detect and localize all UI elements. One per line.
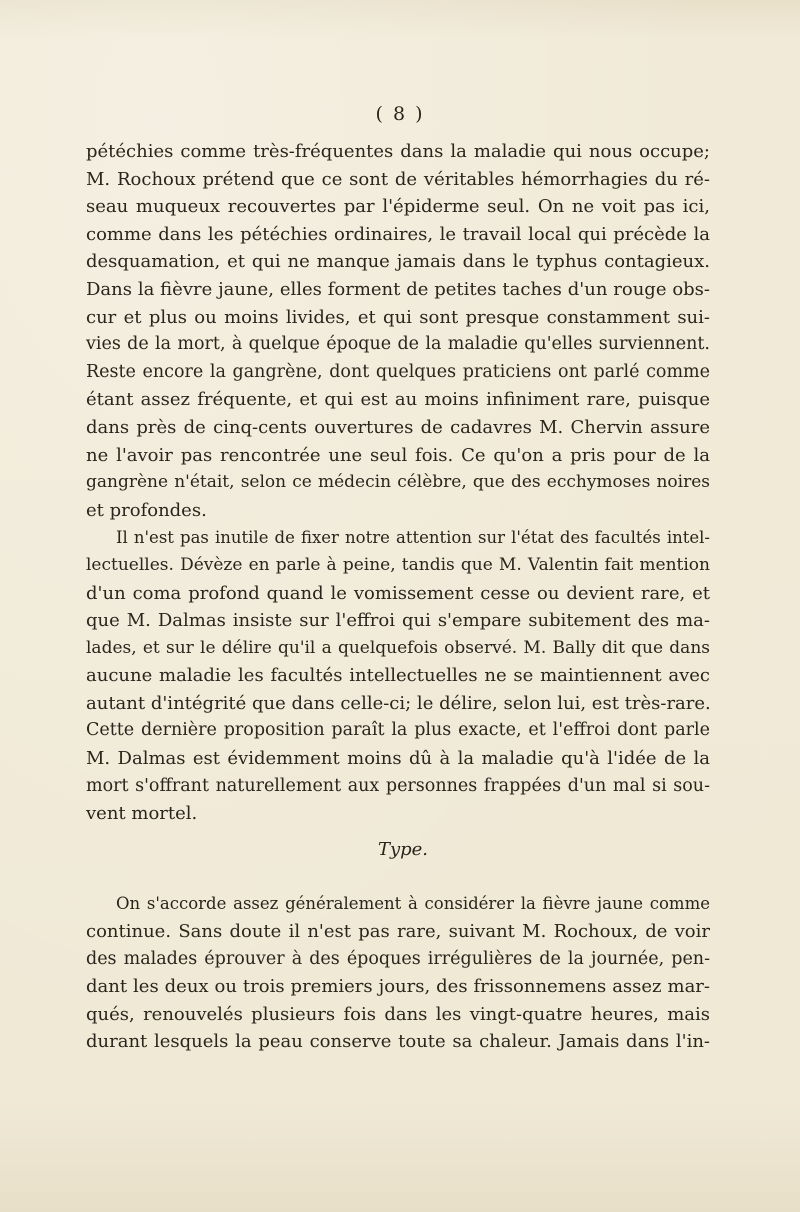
text-line: seau muqueux recouvertes par l'épiderme seul. On ne voit pas ici, (86, 196, 710, 218)
text-line: d'un coma profond quand le vomissement cesse ou devient rare, et (86, 582, 710, 604)
paragraph-type (86, 890, 710, 1056)
text-line: durant lesquels la peau conserve toute sa chaleur. Jamais dans l'in- (86, 1031, 710, 1053)
text-line: mort s'offrant naturellement aux personnes frappées d'un mal si sou- (86, 775, 710, 796)
text-line: continue. Sans doute il n'est pas rare, suivant M. Rochoux, de voir (86, 921, 710, 943)
text-line: étant assez fréquente, et qui est au moins infiniment rare, puisque (86, 389, 710, 411)
text-line: dant les deux ou trois premiers jours, des frissonnemens assez mar- (86, 976, 710, 998)
text-line: desquamation, et qui ne manque jamais dans le typhus contagieux. (86, 251, 710, 273)
text-line: lades, et sur le délire qu'il a quelquefois observé. M. Bally dit que dans (86, 637, 710, 658)
text-line: que M. Dalmas insiste sur l'effroi qui s'empare subitement des ma- (86, 610, 710, 632)
text-line: lectuelles. Dévèze en parle à peine, tandis que M. Valentin fait mention (86, 554, 710, 575)
text-line: M. Rochoux prétend que ce sont de véritables hémorrhagies du ré- (86, 168, 710, 190)
text-line: gangrène n'était, selon ce médecin célèbre, que des ecchymoses noires (86, 472, 710, 493)
text-line: vies de la mort, à quelque époque de la maladie qu'elles surviennent. (86, 334, 710, 355)
body-text (86, 138, 710, 1056)
section-heading: Type. (377, 838, 429, 860)
text-line: des malades éprouver à des époques irrégulières de la journée, pen- (86, 948, 710, 969)
text-line: ne l'avoir pas rencontrée une seul fois. Ce qu'on a pris pour de la (86, 444, 710, 466)
text-line: cur et plus ou moins livides, et qui sont presque constamment sui- (86, 306, 710, 328)
paragraph-petechies (86, 138, 710, 524)
text-line: pétéchies comme très-fréquentes dans la maladie qui nous occupe; (86, 141, 710, 162)
text-line: vent mortel. (86, 803, 198, 825)
paragraph-facultes (86, 524, 710, 828)
text-line: Il n'est pas inutile de fixer notre attention sur l'état des facultés intel- (116, 528, 710, 548)
text-line: dans près de cinq-cents ouvertures de cadavres M. Chervin assure (86, 416, 710, 438)
text-line: On s'accorde assez généralement à considérer la fièvre jaune comme (116, 894, 710, 914)
text-line: et profondes. (86, 499, 207, 521)
text-line: aucune maladie les facultés intellectuelles ne se maintiennent avec (86, 665, 710, 687)
text-line: M. Dalmas est évidemment moins dû à la maladie qu'à l'idée de la (86, 748, 710, 770)
text-line: autant d'intégrité que dans celle-ci; le délire, selon lui, est très-rare. (86, 692, 711, 714)
text-line: Reste encore la gangrène, dont quelques praticiens ont parlé comme (86, 361, 710, 382)
page-number: ( 8 ) (375, 103, 425, 125)
text-line: comme dans les pétéchies ordinaires, le travail local qui précède la (86, 223, 710, 245)
text-line: Dans la fièvre jaune, elles forment de petites taches d'un rouge obs- (86, 278, 710, 300)
text-line: Cette dernière proposition paraît la plus exacte, et l'effroi dont parle (86, 720, 710, 741)
text-line: qués, renouvelés plusieurs fois dans les vingt-quatre heures, mais (86, 1003, 710, 1025)
